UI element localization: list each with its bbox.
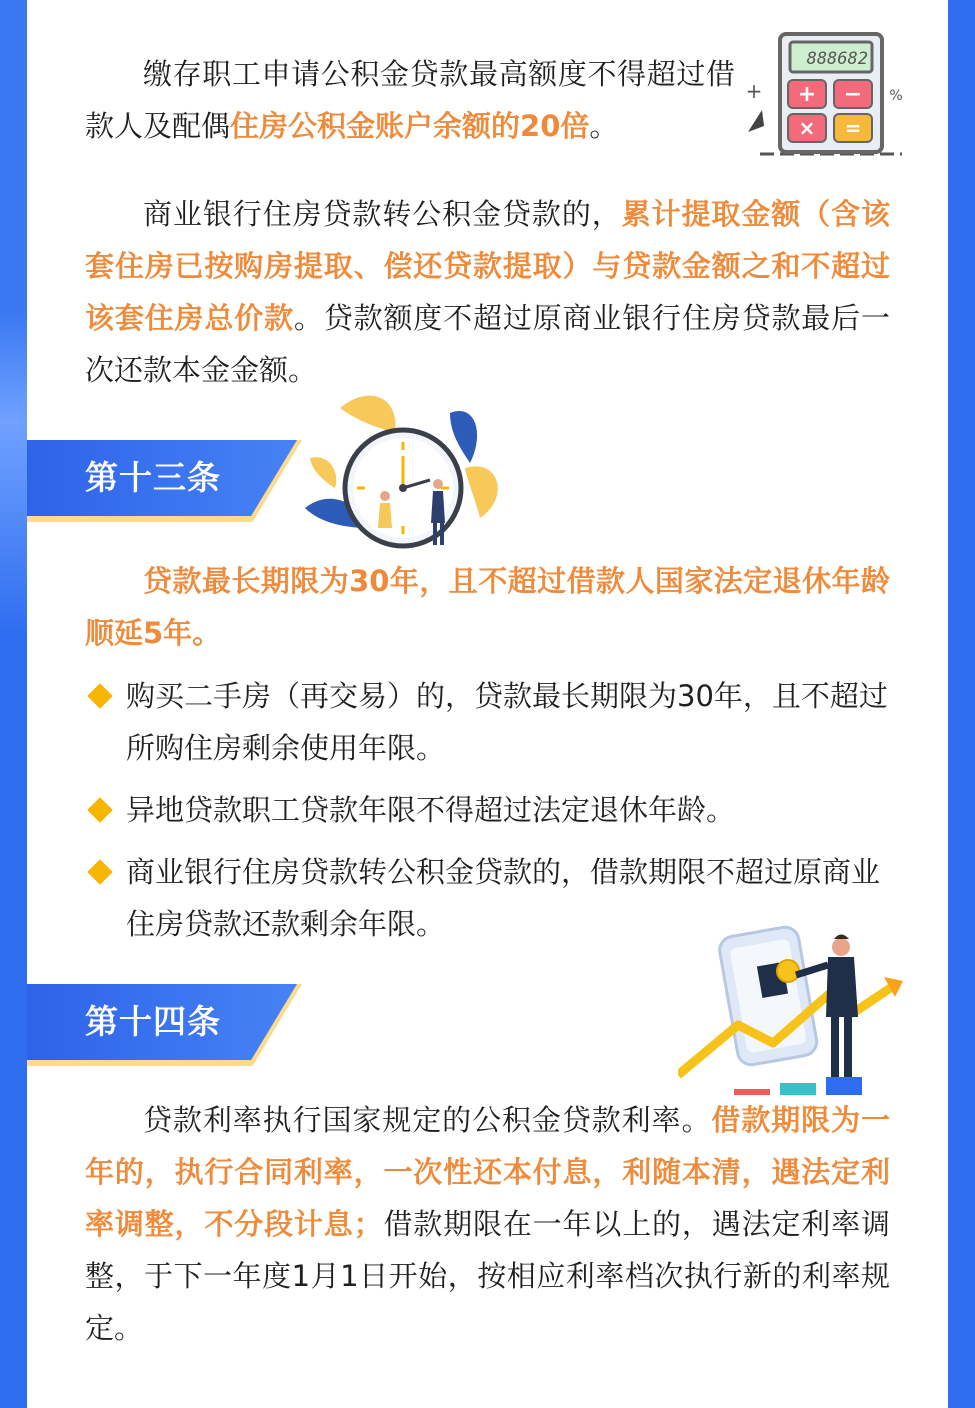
paragraph-text: 。 [589,109,619,143]
paragraph-highlight: 贷款最长期限为30年，且不超过借款人国家法定退休年龄顺延5年。 [85,564,890,650]
calculator-percent-symbol: % [889,88,903,104]
paragraph-text: 缴存职工申请公积金贷款最高额度不得超过借款人及配偶 [85,57,735,143]
diamond-bullet-icon [87,859,112,884]
diamond-bullet-icon [87,683,112,708]
bullet-text: 异地贷款职工贷款年限不得超过法定退休年龄。 [126,793,736,827]
paragraph-loan-limit [85,48,735,152]
paragraph-text: 贷款利率执行国家规定的公积金贷款利率。 [143,1103,712,1137]
section-title: 第十三条 [85,458,221,497]
bullet-text: 商业银行住房贷款转公积金贷款的，借款期限不超过原商业住房贷款还款剩余年限。 [126,855,881,941]
paragraph-text: 。贷款额度不超过原商业银行住房贷款最后一次还款本金金额。 [85,301,890,387]
right-frame-border [948,0,975,1408]
left-frame-border [0,0,27,1408]
section-heading-14 [27,984,302,1066]
calculator-icon [742,30,907,160]
calculator-key-times: × [798,116,816,140]
clock-illustration [300,388,510,553]
paragraph-interest-rate [85,1094,890,1354]
calculator-key-plus: + [797,82,817,107]
bullet-text: 购买二手房（再交易）的，贷款最长期限为30年，且不超过所购住房剩余使用年限。 [126,679,888,765]
calculator-key-minus: − [843,82,863,107]
calculator-plus-symbol: + [745,79,763,103]
bullet-item [88,784,890,836]
section-title: 第十四条 [85,1002,221,1041]
diamond-bullet-icon [87,797,112,822]
paragraph-text: 商业银行住房贷款转公积金贷款的， [143,197,622,231]
bullet-item [88,670,890,774]
section-heading-13 [27,440,302,522]
calculator-display: 888682 [806,49,868,69]
paragraph-text: 借款期限在一年以上的，遇法定利率调整，于下一年度1月1日开始，按相应利率档次执行新的利率规定。 [85,1207,890,1345]
phone-growth-illustration [678,925,906,1097]
paragraph-loan-term [85,555,890,659]
paragraph-highlight: 借款期限为一年的，执行合同利率，一次性还本付息，利随本清，遇法定利率调整，不分段计息； [85,1103,890,1241]
paragraph-commercial-transfer [85,188,890,396]
calculator-key-equals: = [844,116,862,140]
paragraph-highlight: 累计提取金额（含该套住房已按购房提取、偿还贷款提取）与贷款金额之和不超过该套住房总价款 [85,197,890,335]
paragraph-highlight: 住房公积金账户余额的20倍 [230,109,590,143]
